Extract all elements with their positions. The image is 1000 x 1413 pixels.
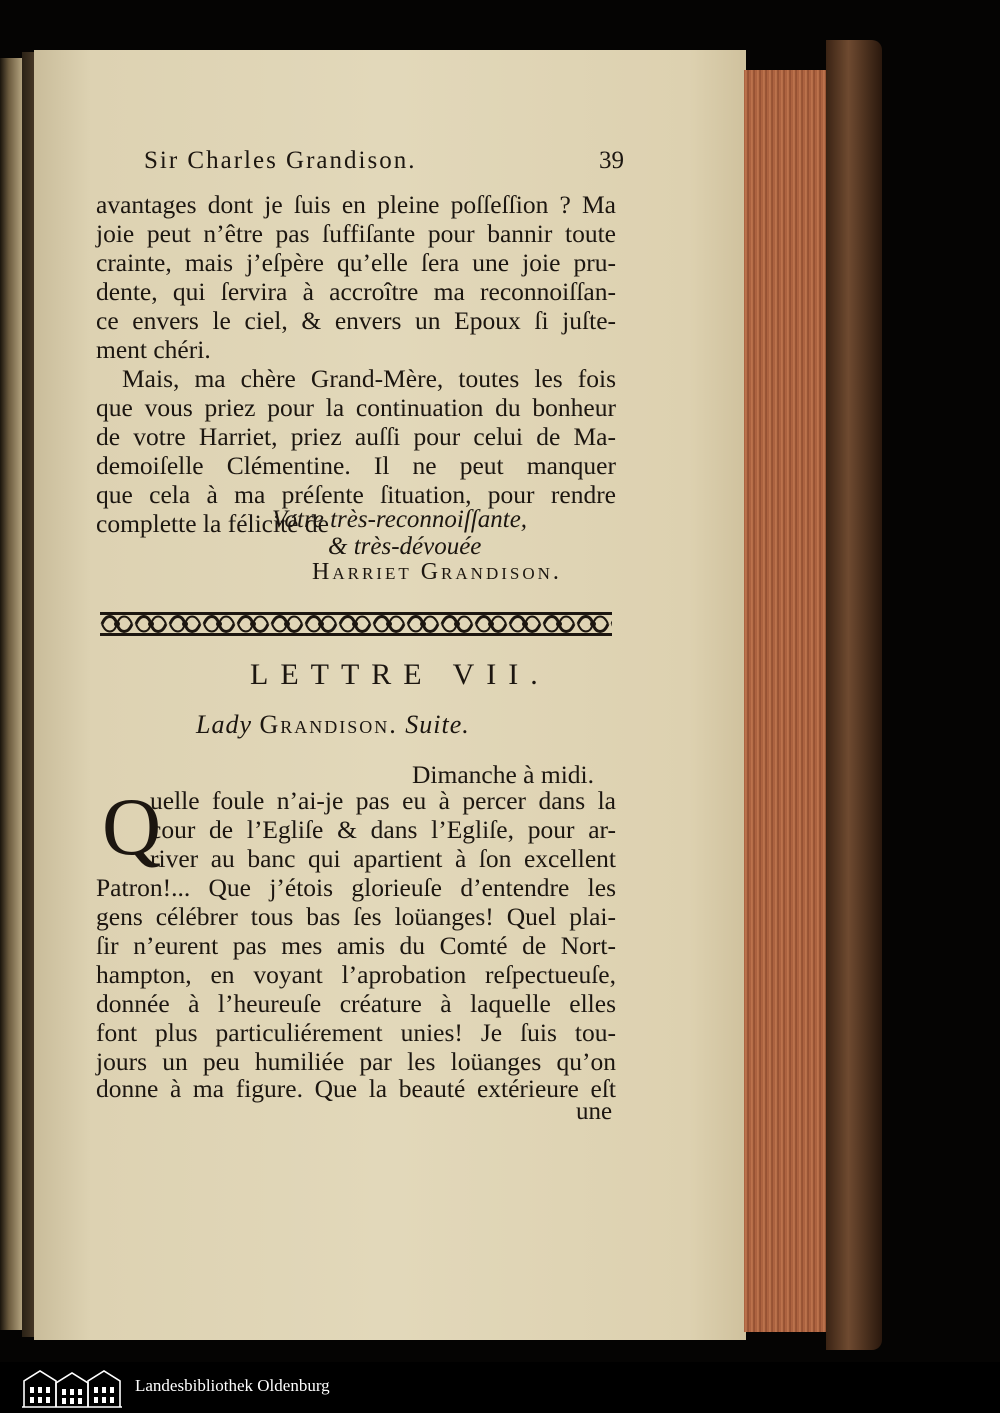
text-line: donne à ma figure. Que la beauté extérieure eſt: [96, 1074, 616, 1103]
text-line: crainte, mais j’eſpère qu’elle ſera une joie pru-: [96, 248, 616, 277]
text-line: jours un peu humiliée par les loüanges qu’on: [96, 1047, 616, 1076]
footer-bar: [0, 1362, 1000, 1413]
text-line: hampton, en voyant l’aprobation reſpectueuſe,: [96, 960, 616, 989]
page-number: 39: [599, 147, 624, 174]
text-line: ſir n’eurent pas mes amis du Comté de Nort-: [96, 931, 616, 960]
library-building-icon: [20, 1365, 124, 1409]
closing-line-2: & très-dévouée: [328, 533, 482, 560]
text-line: uelle foule n’ai-je pas eu à percer dans la: [150, 786, 616, 815]
subtitle-suite: Suite.: [405, 710, 470, 739]
dateline: Dimanche à midi.: [412, 760, 594, 789]
text-line: que vous priez pour la continuation du bonheur: [96, 393, 616, 422]
text-line: font plus particuliérement unies! Je ſuis tou-: [96, 1018, 616, 1047]
text-line: de votre Harriet, priez auſſi pour celui de Ma-: [96, 422, 616, 451]
text-line: donnée à l’heureuſe créature à laquelle elles: [96, 989, 616, 1018]
text-line: ment chéri.: [96, 335, 211, 364]
text-line: dente, qui ſervira à accroître ma reconnoiſſan-: [96, 277, 616, 306]
text-line: cour de l’Egliſe & dans l’Egliſe, pour ar-: [150, 815, 616, 844]
text-line: ce envers le ciel, & envers un Epoux ſi juſte-: [96, 306, 616, 335]
letter-subtitle: [196, 710, 470, 740]
running-head-title: Sir Charles Grandison.: [144, 147, 417, 174]
text-line: gens célébrer tous bas ſes loüanges! Quel plai-: [96, 902, 616, 931]
text-line: que cela à ma préſente ſituation, pour rendre: [96, 480, 616, 509]
text-line: Mais, ma chère Grand-Mère, toutes les fois: [122, 364, 616, 393]
letter-title: LETTRE VII.: [250, 658, 550, 691]
text-line: Patron!... Que j’étois glorieuſe d’entendre les: [96, 873, 616, 902]
text-line: river au banc qui apartient à ſon excellent: [150, 844, 616, 873]
subtitle-lady: Lady: [196, 710, 252, 739]
signature: Harriet Grandison.: [312, 559, 562, 585]
drop-capital: Q: [102, 781, 162, 872]
running-head: [144, 147, 624, 175]
text-line: demoiſelle Clémentine. Il ne peut manquer: [96, 451, 616, 480]
text-line: avantages dont je ſuis en pleine poſſeſſion ? Ma: [96, 190, 616, 219]
text-line: complette la félicité de: [96, 509, 329, 538]
text-line: joie peut n’être pas ſuffiſante pour bannir toute: [96, 219, 616, 248]
catchword: une: [576, 1098, 613, 1125]
subtitle-name: Grandison.: [259, 710, 398, 739]
institution-name: Landesbibliothek Oldenburg: [135, 1376, 330, 1395]
ornament-divider: [100, 611, 612, 637]
closing-line-1: Votre très-reconnoiſſante,: [272, 506, 528, 533]
